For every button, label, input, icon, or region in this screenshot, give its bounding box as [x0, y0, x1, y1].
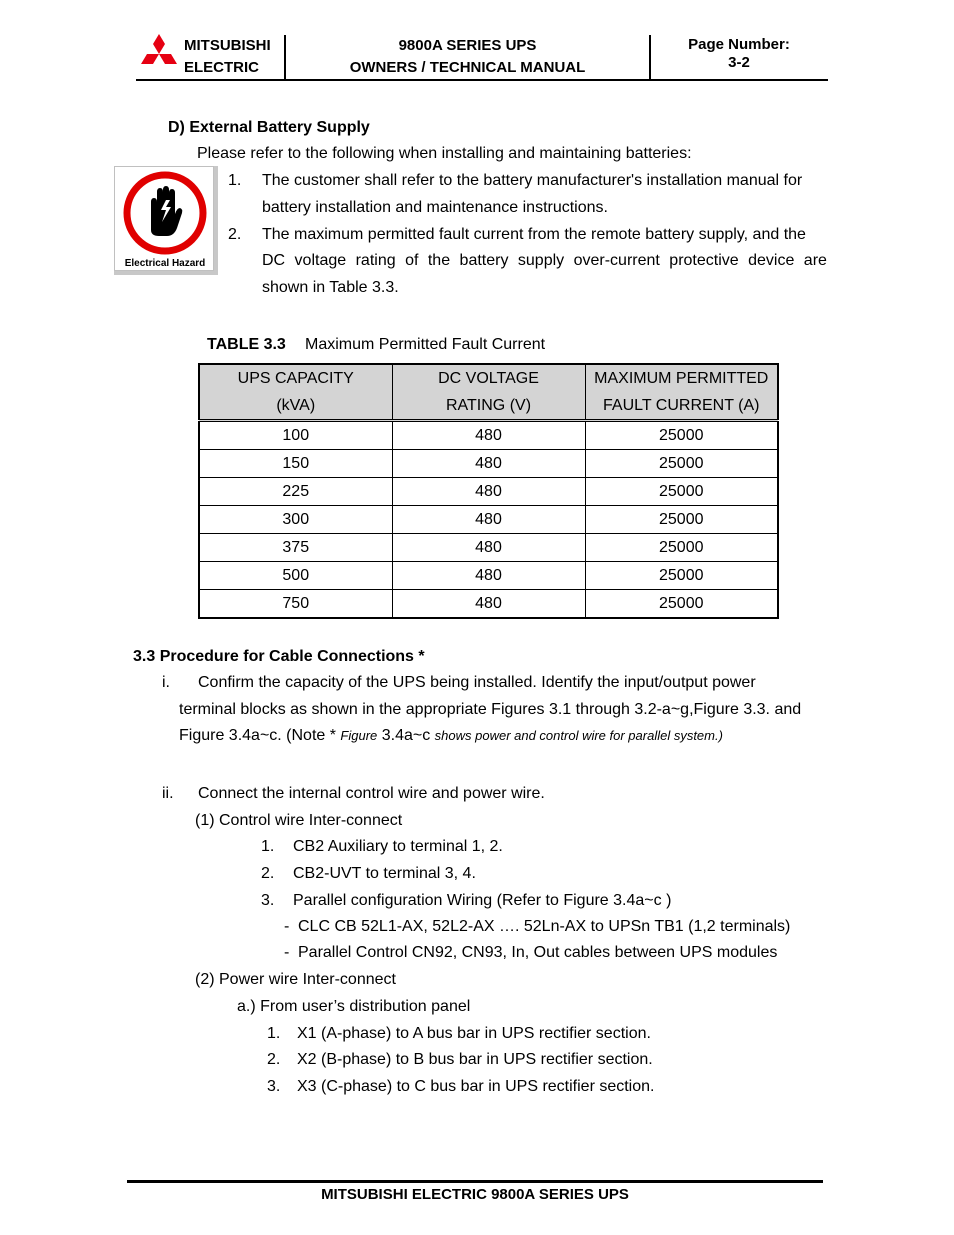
table-cell: 225 — [199, 478, 392, 506]
header-line: RATING (V) — [445, 397, 532, 414]
footer-rule — [127, 1180, 823, 1183]
company-name-line1: MITSUBISHI — [184, 37, 271, 54]
logo-diamonds — [141, 34, 177, 64]
table-cell: 750 — [199, 590, 392, 619]
list-item-text: X3 (C-phase) to C bus bar in UPS rectifier section. — [297, 1078, 655, 1095]
list-item-number: 2. — [228, 226, 242, 243]
note-text: Figure 3.4a~c. (Note * — [179, 727, 341, 744]
mitsubishi-logo — [136, 34, 182, 74]
hazard-label: Electrical Hazard — [124, 258, 206, 269]
note-figure-ref: 3.4a~c — [377, 727, 435, 744]
list-item-number: 1. — [228, 172, 242, 189]
table-row — [199, 450, 778, 478]
table-header-row — [199, 364, 778, 421]
list-item-number: i. — [162, 674, 170, 691]
list-item-text: Parallel configuration Wiring (Refer to Figure 3.4a~c ) — [293, 892, 672, 909]
header-line: MAXIMUM PERMITTED — [594, 370, 769, 387]
paragraph-line: terminal blocks as shown in the appropriate Figures 3.1 through 3.2-a~g,Figure 3.3. and — [179, 701, 802, 718]
footer-text: MITSUBISHI ELECTRIC 9800A SERIES UPS — [321, 1186, 629, 1203]
list-item-text: CLC CB 52L1-AX, 52L2-AX …. 52Ln-AX to UPSn TB1 (1,2 terminals) — [298, 918, 791, 935]
table-row — [199, 421, 778, 450]
section-intro: Please refer to the following when installing and maintaining batteries: — [197, 145, 692, 162]
paragraph-line: Connect the internal control wire and power wire. — [198, 785, 545, 802]
table-cell: 480 — [392, 450, 585, 478]
list-item-text: battery installation and maintenance instructions. — [262, 199, 608, 216]
list-item-number: ii. — [162, 785, 174, 802]
table-cell: 25000 — [585, 450, 778, 478]
header-line: FAULT CURRENT (A) — [603, 397, 760, 414]
company-name-line2: ELECTRIC — [184, 59, 259, 76]
page-number: 3-2 — [728, 54, 750, 71]
table-cell: 480 — [392, 478, 585, 506]
list-item-text: The maximum permitted fault current from the remote battery supply, and the — [262, 226, 806, 243]
table-row — [199, 590, 778, 619]
header-line: UPS CAPACITY — [237, 370, 354, 387]
list-item-text: Parallel Control CN92, CN93, In, Out cables between UPS modules — [298, 944, 778, 961]
table-cell: 25000 — [585, 534, 778, 562]
table-cell: 25000 — [585, 478, 778, 506]
dash-bullet: - — [284, 944, 290, 961]
list-item-number: 1. — [261, 838, 275, 855]
note-explanation: shows power and control wire for parallel system.) — [434, 728, 723, 743]
section-heading: D) External Battery Supply — [168, 119, 370, 136]
list-item-text: CB2 Auxiliary to terminal 1, 2. — [293, 838, 503, 855]
table-header-cell — [199, 364, 392, 421]
fault-current-table — [198, 363, 779, 619]
subsection-heading: (1) Control wire Inter-connect — [195, 812, 403, 829]
table-row — [199, 506, 778, 534]
table-cell: 300 — [199, 506, 392, 534]
table-cell: 25000 — [585, 506, 778, 534]
list-item-text: The customer shall refer to the battery manufacturer's installation manual for — [262, 172, 803, 189]
subsection-subheading: a.) From user’s distribution panel — [237, 998, 471, 1015]
hazard-frame — [114, 166, 214, 271]
table-cell: 100 — [199, 421, 392, 450]
list-item-number: 2. — [261, 865, 275, 882]
list-item-text: X1 (A-phase) to A bus bar in UPS rectifier section. — [297, 1025, 651, 1042]
list-item-number: 3. — [267, 1078, 281, 1095]
list-item-text: CB2-UVT to terminal 3, 4. — [293, 865, 476, 882]
table-caption-text: Maximum Permitted Fault Current — [305, 336, 546, 353]
table-row — [199, 534, 778, 562]
table-cell: 25000 — [585, 562, 778, 590]
table-cell: 25000 — [585, 421, 778, 450]
table-cell: 25000 — [585, 590, 778, 619]
table-cell: 500 — [199, 562, 392, 590]
table-row — [199, 478, 778, 506]
table-cell: 150 — [199, 450, 392, 478]
table-header-cell — [392, 364, 585, 421]
paragraph-line: Confirm the capacity of the UPS being installed. Identify the input/output power — [198, 674, 756, 691]
table-cell: 480 — [392, 590, 585, 619]
list-item-text: DC voltage rating of the battery supply over-current protective device are — [262, 252, 827, 269]
subsection-heading: (2) Power wire Inter-connect — [195, 971, 396, 988]
list-item-number: 1. — [267, 1025, 281, 1042]
table-header-cell — [585, 364, 778, 421]
table-cell: 480 — [392, 421, 585, 450]
table-cell: 480 — [392, 562, 585, 590]
table-row — [199, 562, 778, 590]
table-cell: 375 — [199, 534, 392, 562]
electrical-hazard-image — [114, 166, 218, 275]
hand-warning-icon — [121, 170, 209, 258]
header-line: DC VOLTAGE — [438, 370, 539, 387]
list-item-text: shown in Table 3.3. — [262, 279, 399, 296]
dash-bullet: - — [284, 918, 290, 935]
manual-title-line2: OWNERS / TECHNICAL MANUAL — [349, 59, 586, 76]
table-caption-label: TABLE 3.3 — [207, 336, 286, 353]
table-cell: 480 — [392, 506, 585, 534]
list-item-number: 3. — [261, 892, 275, 909]
header-line: (kVA) — [276, 397, 316, 414]
page-number-label: Page Number: — [688, 36, 790, 53]
paragraph-line — [179, 727, 723, 745]
section-heading: 3.3 Procedure for Cable Connections * — [133, 648, 425, 665]
table-cell: 480 — [392, 534, 585, 562]
header-rule — [136, 79, 828, 81]
list-item-text: X2 (B-phase) to B bus bar in UPS rectifier section. — [297, 1051, 653, 1068]
manual-title-line1: 9800A SERIES UPS — [398, 37, 537, 54]
note-figure-word: Figure — [340, 728, 378, 743]
list-item-number: 2. — [267, 1051, 281, 1068]
